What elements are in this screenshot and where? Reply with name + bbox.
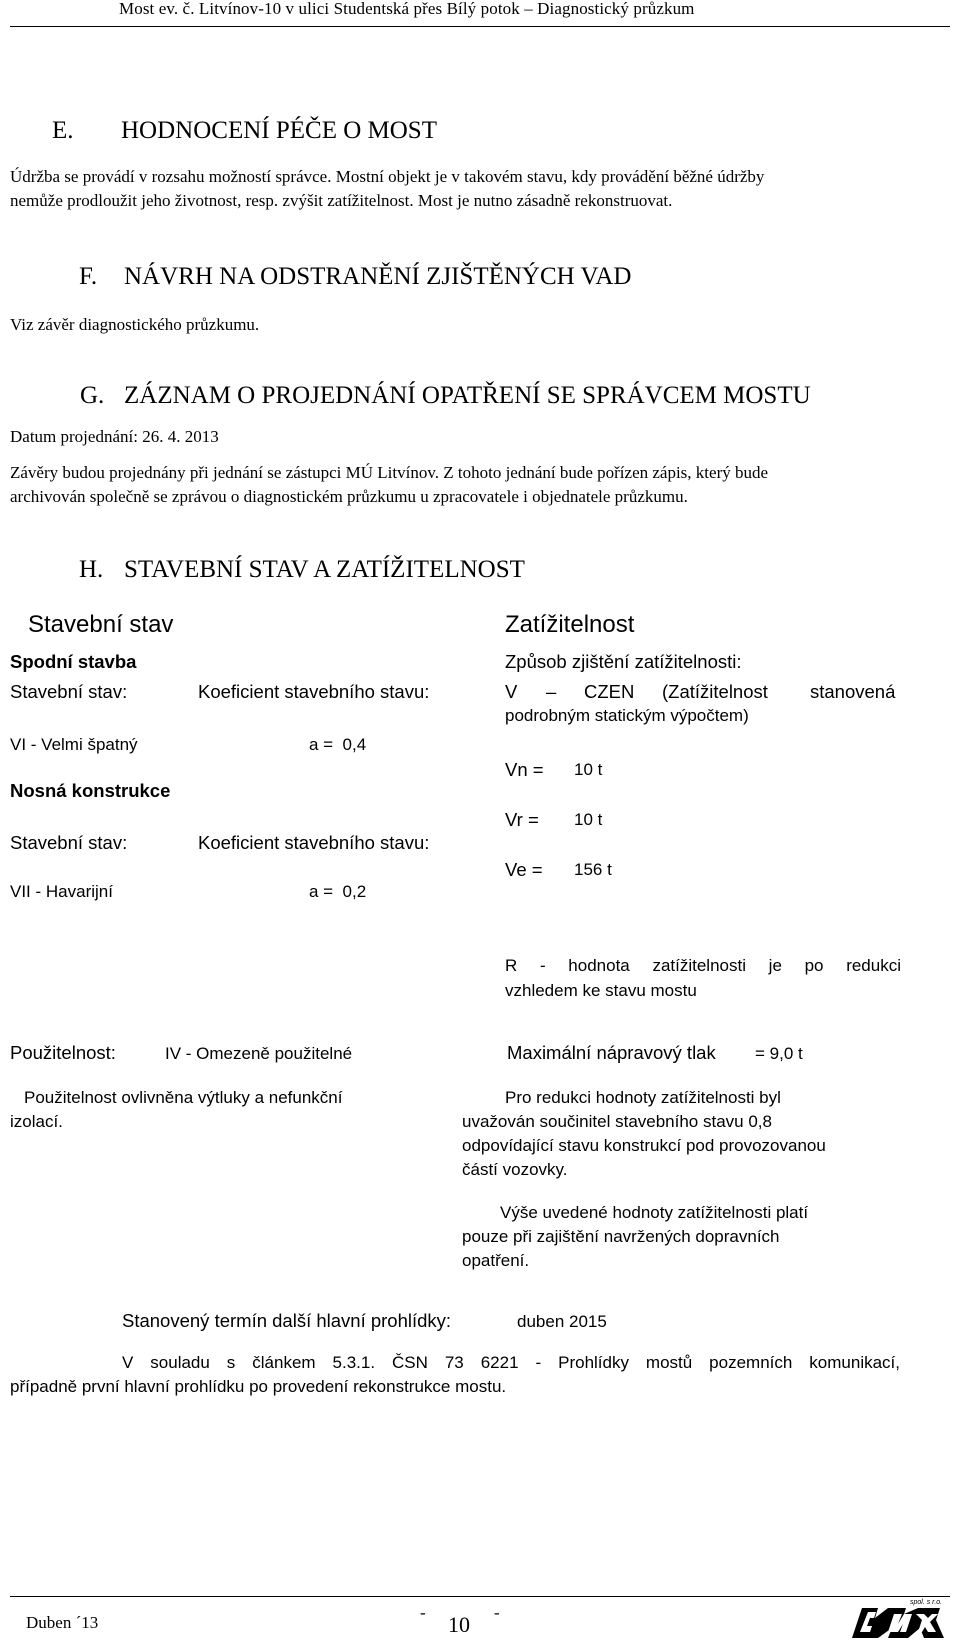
method-label: Způsob zjištění zatížitelnosti: [505,651,742,672]
koef-label-1: Koeficient stavebního stavu: [198,681,430,702]
pouzitelnost-label: Použitelnost: [10,1042,116,1063]
section-f-text: Viz závěr diagnostického průzkumu. [10,315,260,334]
footer-date: Duben ´13 [26,1613,99,1632]
r-note-line2: vzhledem ke stavu mostu [505,981,697,1000]
next-inspection-value: duben 2015 [517,1312,607,1331]
section-f-letter: F. [79,263,98,290]
tlak-label: Maximální nápravový tlak [507,1042,716,1063]
law-line1: V souladu s článkem 5.3.1. ČSN 73 6221 - Prohlídky mostů pozemních komunikací, [122,1353,900,1372]
section-g-title: ZÁZNAM O PROJEDNÁNÍ OPATŘENÍ SE SPRÁVCEM MOSTU [124,382,811,409]
vr-value: 10 t [574,810,603,829]
zatizitelnost-heading: Zatížitelnost [505,611,635,638]
reduction-line3: odpovídající stavu konstrukcí pod provozovanou [462,1136,826,1155]
pouzitelnost-note-line2: izolací. [10,1112,63,1131]
reduction-line2: uvažován součinitel stavebního stavu 0,8 [462,1112,772,1131]
method-line1-v: V [505,681,518,702]
vn-label: Vn = [505,759,544,780]
section-f-title: NÁVRH NA ODSTRANĚNÍ ZJIŠTĚNÝCH VAD [124,263,632,290]
method-line1-stanovena: stanovená [810,681,896,702]
section-h-title: STAVEBNÍ STAV A ZATÍŽITELNOST [124,556,525,583]
footer-page-number: 10 [448,1612,470,1637]
ve-value: 156 t [574,860,612,879]
logo-sub: spol. s r.o. [910,1599,943,1606]
footer-page-prefix: - [420,1603,426,1622]
stav-value-2: VII - Havarijní [10,882,113,901]
koef-value-1: a = 0,4 [309,735,367,754]
section-e-paragraph-line2: nemůže prodloužit jeho životnost, resp. zvýšit zatížitelnost. Most je nutno zásadně rekonstruovat. [10,191,673,210]
koef-label-2: Koeficient stavebního stavu: [198,832,430,853]
vn-value: 10 t [574,760,603,779]
section-g-letter: G. [80,382,105,409]
method-line1-czen: CZEN [584,681,635,702]
vr-label: Vr = [505,809,539,830]
stavebni-stav-heading: Stavební stav [28,611,174,638]
stav-value-1: VI - Velmi špatný [10,735,138,754]
next-inspection-label: Stanovený termín další hlavní prohlídky: [122,1310,452,1331]
stav-label-1: Stavební stav: [10,681,128,702]
footer-page-suffix: - [494,1603,500,1622]
section-e-paragraph-line1: Údržba se provádí v rozsahu možností správce. Mostní objekt je v takovém stavu, kdy provádění běžné údržby [10,167,765,186]
koef-value-2: a = 0,2 [309,882,367,901]
validity-line3: opatření. [462,1251,530,1270]
header-rule [10,26,950,27]
reduction-line4: částí vozovky. [462,1160,568,1179]
section-e-letter: E. [52,117,74,144]
section-g-paragraph-line2: archivován společně se zprávou o diagnostickém průzkumu u zpracovatele i objednatele průzkumu. [10,487,688,506]
footer-rule [10,1596,950,1597]
spodni-stavba-heading: Spodní stavba [10,651,137,672]
method-line1-zatizitelnost: (Zatížitelnost [662,681,768,702]
page-header-title: Most ev. č. Litvínov-10 v ulici Studentská přes Bílý potok – Diagnostický průzkum [119,0,695,18]
pouzitelnost-value: IV - Omezeně použitelné [165,1044,353,1063]
pouzitelnost-note-line1: Použitelnost ovlivněna výtluky a nefunkční [24,1088,343,1107]
validity-line1: Výše uvedené hodnoty zatížitelnosti platí [500,1203,809,1222]
validity-line2: pouze při zajištění navržených dopravních [462,1227,780,1246]
section-e-title: HODNOCENÍ PÉČE O MOST [121,117,437,144]
section-g-date: Datum projednání: 26. 4. 2013 [10,427,219,446]
method-line1-dash: – [546,681,557,702]
tlak-value: = 9,0 t [755,1044,803,1063]
ve-label: Ve = [505,859,543,880]
reduction-line1: Pro redukci hodnoty zatížitelnosti byl [505,1088,781,1107]
nosna-konstrukce-heading: Nosná konstrukce [10,780,171,801]
law-line2: případně první hlavní prohlídku po provedení rekonstrukce mostu. [10,1377,507,1396]
pontex-logo [848,1598,948,1642]
stav-label-2: Stavební stav: [10,832,128,853]
section-g-paragraph-line1: Závěry budou projednány při jednání se zástupci MÚ Litvínov. Z tohoto jednání bude pořízen zápis, který bude [10,463,769,482]
r-note-line1: R - hodnota zatížitelnosti je po redukci [505,956,901,975]
section-h-letter: H. [79,556,104,583]
method-line2: podrobným statickým výpočtem) [505,706,749,725]
